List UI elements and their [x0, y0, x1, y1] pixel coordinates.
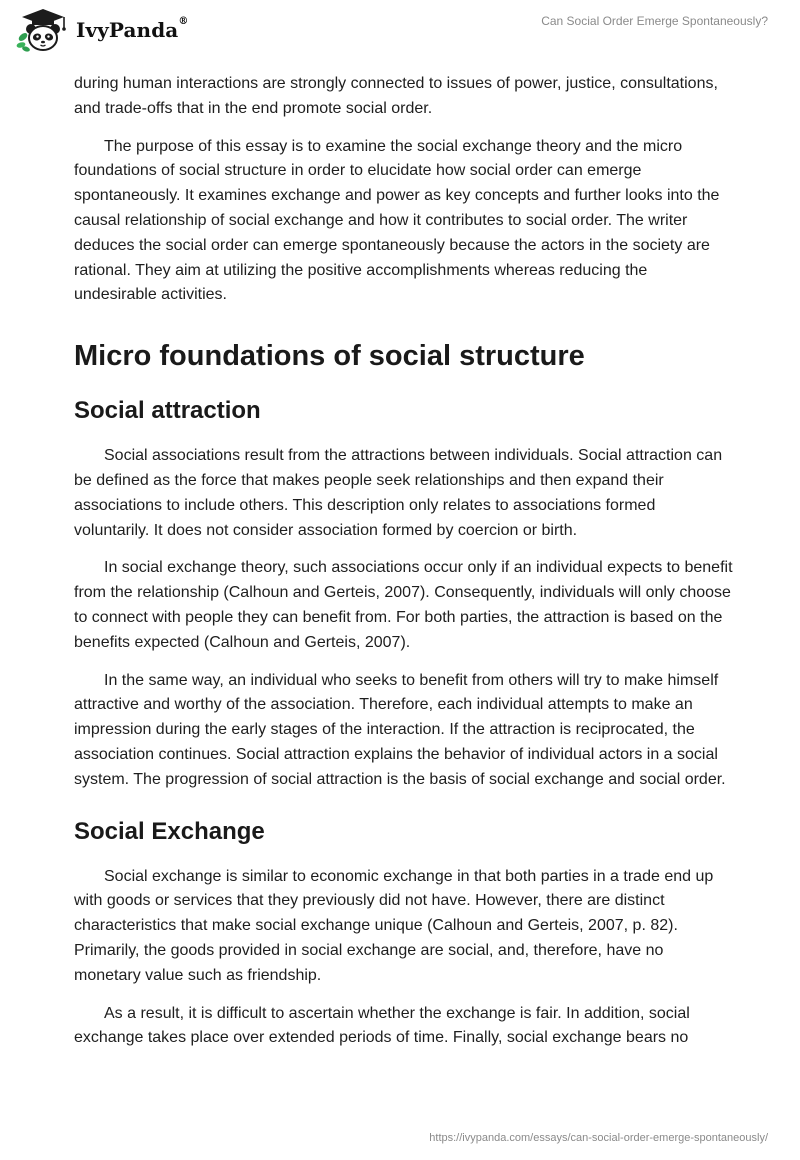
subsection-heading-social-attraction: Social attraction	[74, 397, 261, 425]
section-heading: Micro foundations of social structure	[74, 340, 585, 373]
ivypanda-logo[interactable]	[14, 7, 188, 53]
paragraph: In the same way, an individual who seeks to benefit from others will try to make himself attractive and worthy of the association. Therefore, each individual attempts to make an impression during the early stages of the interaction. If the attraction is reciprocated, the association continues. Social attraction explains the behavior of individual actors in a social system. The progression of social attraction is the basis of social exchange and social order.	[74, 671, 726, 788]
paragraph: In social exchange theory, such associations occur only if an individual expects to benefit from the relationship (Calhoun and Gerteis, 2007). Consequently, individuals will only choose to connect with people they can benefit from. For both parties, the attraction is based on the benefits expected (Calhoun and Gerteis, 2007).	[74, 559, 733, 651]
page-header	[0, 0, 800, 62]
essay-content	[74, 72, 734, 1064]
registered-mark: ®	[178, 16, 189, 27]
footer-url-link[interactable]: https://ivypanda.com/essays/can-social-order-emerge-spontaneously/	[429, 1132, 768, 1144]
paragraph: As a result, it is difficult to ascertain whether the exchange is fair. In addition, social exchange takes place over extended periods of time. Finally, social exchange bears no	[74, 1004, 690, 1047]
document-title: Can Social Order Emerge Spontaneously?	[541, 14, 768, 28]
paragraph: during human interactions are strongly connected to issues of power, justice, consultations, and trade-offs that in the end promote social order.	[74, 75, 718, 117]
paragraph: The purpose of this essay is to examine the social exchange theory and the micro foundations of social structure in order to elucidate how social order can emerge spontaneously. It examines exchange and power as key concepts and further looks into the causal relationship of social exchange and how it contributes to social order. The writer deduces the social order can emerge spontaneously because the actors in the society are rational. They aim at utilizing the positive accomplishments whereas reducing the undesirable activities.	[74, 137, 720, 304]
paragraph: Social exchange is similar to economic exchange in that both parties in a trade end up with goods or services that they previously did not have. However, there are distinct characteristics that make social exchange unique (Calhoun and Gerteis, 2007, p. 82). Primarily, the goods provided in social exchange are social, and, therefore, have no monetary value such as friendship.	[74, 867, 714, 984]
brand-name: IvyPanda®	[76, 16, 189, 42]
panda-graduate-icon	[14, 7, 72, 53]
paragraph: Social associations result from the attractions between individuals. Social attraction can be defined as the force that makes people seek relationships and then expand their associations to include others. This description only relates to associations formed voluntarily. It does not consider association formed by coercion or birth.	[74, 447, 723, 539]
subsection-heading-social-exchange: Social Exchange	[74, 817, 265, 845]
